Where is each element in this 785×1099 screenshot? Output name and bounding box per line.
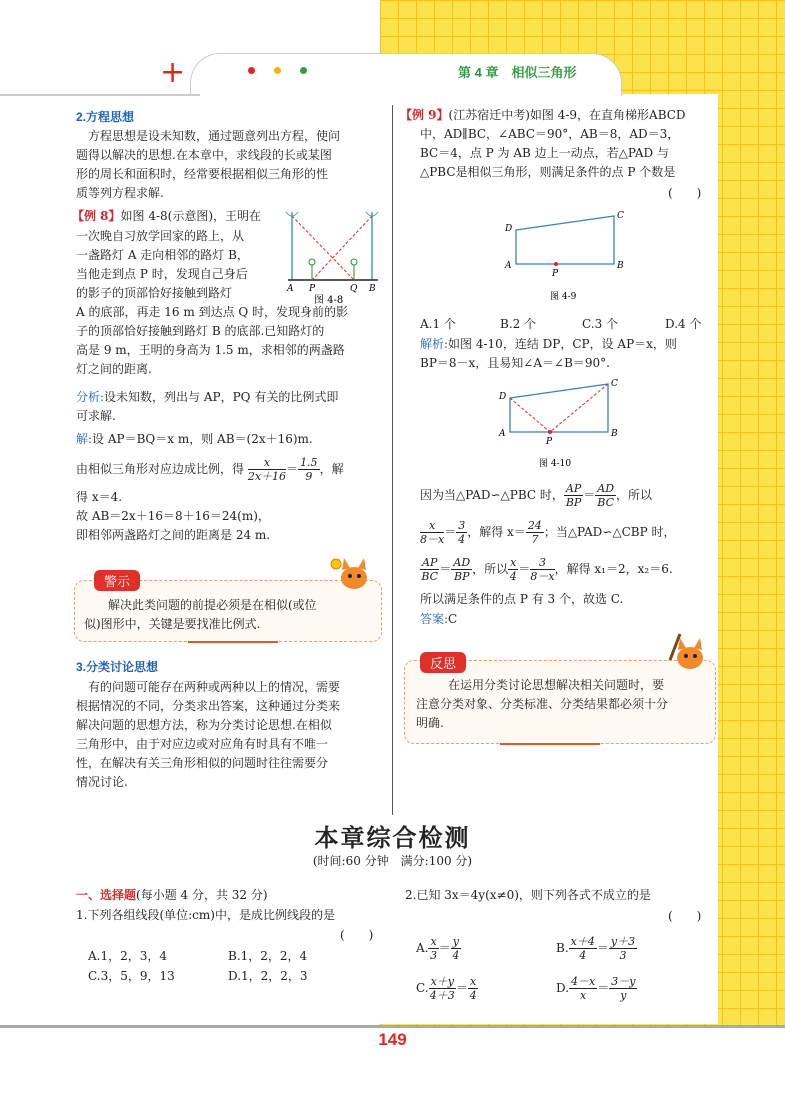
label-B: B [369,284,376,294]
text-line: 由相似三角形对应边成比例，得 [76,462,245,476]
solution-line-1 [76,430,313,449]
text-line: 得 x＝4. [76,490,123,504]
warning-text [84,596,317,634]
text-line: 一盏路灯 A 走向相邻的路灯 B， [76,248,249,262]
fox-mascot-icon [666,630,712,672]
q1-option-c: C.3，5，9，13 [88,969,175,983]
numerator: 1.5 [300,456,318,469]
green-dot-icon [300,67,307,74]
numerator: 3 [530,556,554,570]
figure-caption: 图 4-10 [539,459,572,469]
label-P: P [309,284,316,294]
text-line: 有的问题可能存在两种或两种以上的情况，需要 [88,680,341,694]
solution-rest [76,488,270,545]
example-9-text [420,125,679,182]
example-9-first [400,106,686,125]
text-line: 注意分类对象、分类标准、分类结果都必须十分 [416,697,669,711]
numerator: x＋4 [570,935,595,948]
fraction [298,456,320,483]
text-line: ，解 [319,462,344,476]
part-1-heading [76,886,268,905]
q1-option-a: A.1，2，3，4 [88,949,168,963]
fraction [609,975,637,1002]
denominator: 8－x [420,533,445,546]
text-line: 设未知数，列出与 AP，PQ 有关的比例式即 [104,390,339,404]
numerator: x [248,456,286,470]
text-line: 子的顶部恰好接触到路灯 B 的底部.已知路灯的 [76,324,325,338]
reflection-tag: 反思 [420,652,466,673]
label-A: A [505,261,512,271]
example-8-first [72,207,261,226]
text-line: 质等列方程求解. [76,186,164,200]
label-D: D [499,392,507,402]
text-line: 明确. [416,716,444,730]
label-P: P [546,437,553,447]
column-divider [392,105,393,815]
numerator: AP [422,556,438,569]
figure-4-9 [500,206,630,306]
denominator: BP [565,496,582,509]
option-label: B. [556,941,569,955]
denominator: BP [454,570,470,583]
text-line: ，所以 [616,488,653,502]
warning-underline [188,641,278,643]
label-Q: Q [350,284,358,294]
figure-caption: 图 4-8 [314,295,344,306]
warning-tag: 警示 [94,570,140,591]
text-line: 所以满足条件的点 P 有 3 个，故选 C. [420,592,624,606]
question-1: 1.下列各组线段(单位:cm)中，是成比例线段的是 [76,908,335,922]
section-3-title: 3.分类讨论思想 [76,660,159,674]
denominator: 4 [469,989,477,1002]
option-d: D.4 个 [665,317,702,331]
fraction [451,935,461,962]
yellow-dot-icon [274,67,281,74]
text-line: 的影子的顶部恰好接触到路灯 [76,286,233,300]
fraction [569,975,597,1002]
text-line: ；当△PAD∽△CBP 时， [543,525,676,539]
numerator: 3－y [611,975,636,988]
fraction [428,935,438,962]
fraction [508,556,518,583]
solution-label: 解: [76,432,93,446]
fox-mascot-icon [330,552,376,592]
q2-option-b: B. $\frac{x+4}{4}$ ＝ $\frac{y+3}{3}$ [556,935,636,962]
figure-4-8 [284,206,384,306]
answer-parens: ( ) [340,928,374,942]
solution-line-2 [76,454,344,484]
option-b: B.2 个 [500,317,537,331]
text-line: 高是 9 m，王明的身高为 1.5 m，求相邻的两盏路 [76,343,345,357]
text-line: 即相邻两盏路灯之间的距离是 24 m. [76,528,271,542]
numerator: AP [565,482,582,495]
denominator: x [580,989,587,1002]
text-line: 题得以解决的思想.在本章中，求线段的长或某图 [76,148,332,162]
numerator: x [420,519,444,533]
label-C: C [617,211,624,221]
plus-icon: + [160,55,186,90]
text-line: A 的底部，再走 16 m 到达点 Q 时，发现身前的影 [76,305,349,319]
text-line: 解决问题的思想方法，称为分类讨论思想.在相似 [76,718,332,732]
answer-parens: ( ) [668,909,702,923]
numerator: x [430,935,437,948]
fraction [456,519,467,546]
text-line: 解决此类问题的前提必须是在相似(或位 [108,598,317,612]
test-title: 本章综合检测 [314,825,471,852]
fraction [420,556,439,583]
fraction [526,519,544,546]
label-P: P [552,269,559,279]
numerator: 3 [458,519,466,532]
option-c: C.3 个 [582,317,619,331]
denominator: 4 [458,533,466,546]
denominator: BC [597,496,614,509]
denominator: 7 [531,533,539,546]
denominator: BC [421,570,439,583]
reasoning-line-1: 因为当△PAD∽△PBC 时， $\frac{AP}{BP}$ ＝ $\frac{AD}{BC}$ ，所以 [420,482,653,509]
denominator: 4 [452,949,460,962]
analysis-label: 分析: [76,390,105,404]
text-line: 当他走到点 P 时，发现自己身后 [76,267,248,281]
equals: ＝ [286,462,299,476]
figure-4-10 [494,374,624,472]
denominator: y [620,989,627,1002]
section-3-text [76,678,341,792]
q1-option-b: B.1，2，2，4 [228,949,308,963]
text-line: (江苏宿迁中考)如图 4-9，在直角梯形ABCD [448,108,686,122]
text-line: 可求解. [76,409,116,423]
explain-label: 解析: [420,337,449,351]
numerator: x＋y [430,975,454,988]
text-line: ，所以 [472,562,509,576]
reasoning-line-3: $\frac{AP}{BC}$ ＝ $\frac{AD}{BP}$ ，所以 $\frac{x}{4}$ ＝ $\frac{3}{8-x}$ ，解得 x₁＝2，x₂＝6. [421,556,673,583]
text-line: BC＝4，点 P 为 AB 边上一动点，若△PAD 与 [420,146,669,160]
answer-label: 答案: [420,612,449,626]
text-line: 情况讨论. [76,775,128,789]
text-line: 如图 4-10，连结 DP，CP，设 AP＝x，则 [448,337,677,351]
section-2-text [76,127,341,203]
numerator: AD [453,556,471,569]
analysis-line [76,388,338,407]
section-2-title: 2.方程思想 [76,110,135,124]
text-line: 三角形中，由于对应边或对应角有时具有不唯一 [76,737,329,751]
part-1-label: 一、选择题 [76,888,137,902]
denominator: 3 [619,949,627,962]
label-B: B [617,261,624,271]
text-line: 因为当△PAD∽△PBC 时， [420,488,564,502]
reasoning-line-2: $\frac{x}{8-x}$ ＝ $\frac{3}{4}$ ，解得 x＝ $\frac{24}{7}$ ；当△PAD∽△CBP 时， [420,519,676,546]
header-line [0,94,200,96]
numerator: y＋3 [610,935,636,948]
text-line: 根据情况的不同，分类求出答案，这种通过分类来 [76,699,341,713]
text-line: 似)图形中，关键是要找准比例式. [84,617,261,631]
denominator: 4＋3 [429,989,455,1002]
fraction [468,975,478,1002]
text-line: 在运用分类讨论思想解决相关问题时，要 [448,678,665,692]
fraction [429,975,456,1002]
numerator: x [510,556,517,569]
numerator: x [470,975,477,988]
text-line: ，解得 x＝ [467,525,526,539]
label-A: A [499,429,506,439]
label-C: C [611,379,618,389]
denominator: 4 [579,949,587,962]
fraction [530,556,554,583]
fraction [564,482,583,509]
text-line: 一次晚自习放学回家的路上，从 [76,229,245,243]
fraction [451,556,472,583]
test-subtitle: (时间:60 分钟 满分:100 分) [312,854,473,868]
label-A: A [287,284,294,294]
text-line: 性，在解决有关三角形相似的问题时往往需要分 [76,756,329,770]
page-number: 149 [378,1030,407,1049]
q2-option-a: A. $\frac{x}{3}$ ＝ $\frac{y}{4}$ [416,935,460,962]
option-label: C. [416,981,429,995]
denominator: 3 [430,949,438,962]
text-line: 方程思想是设未知数，通过题意列出方程，使问 [88,129,341,143]
question-2: 2.已知 3x＝4y(x≠0)，则下列各式不成立的是 [405,888,651,902]
text-line: 灯之间的距离. [76,362,152,376]
fraction [569,935,597,962]
explain-line-1 [420,335,677,354]
chapter-title: 第 4 章 相似三角形 [458,65,577,80]
footer-bar [0,1025,785,1028]
answer-parens: ( ) [668,186,702,200]
text-line: ，解得 x₁＝2，x₂＝6. [554,562,673,576]
q2-option-c: C. $\frac{x+y}{4+3}$ ＝ $\frac{x}{4}$ [416,975,477,1002]
answer-line [420,610,457,629]
text-line: 故 AB＝2x＋16＝8＋16＝24(m)， [76,509,270,523]
denominator: 8－x [530,570,555,583]
numerator: 24 [527,519,542,532]
denominator: 9 [305,470,313,483]
text-line: 形的周长和面积时，经常要根据相似三角形的性 [76,167,329,181]
q1-option-d: D.1，2，2，3 [228,969,308,983]
text-line: 如图 4-8(示意图)，王明在 [120,209,262,223]
numerator: AD [597,482,615,495]
fraction [420,519,444,546]
text-line: BP＝8－x，且易知∠A＝∠B＝90°. [420,356,610,370]
q2-option-d: D. $\frac{4-x}{x}$ ＝ $\frac{3-y}{y}$ [556,975,636,1002]
fraction [595,482,616,509]
fraction [609,935,637,962]
text-line: △PBC是相似三角形，则满足条件的点 P 个数是 [420,165,676,179]
text-line: 设 AP＝BQ＝x m，则 AB＝(2x＋16)m. [92,432,313,446]
denominator: 2x＋16 [247,470,287,483]
option-label: A. [416,941,429,955]
answer-value: C [448,612,458,626]
fraction [248,456,286,483]
label-B: B [611,429,618,439]
part-1-note: (每小题 4 分，共 32 分) [136,888,268,902]
denominator: 4 [509,570,517,583]
text-line: 中，AD∥BC，∠ABC＝90°，AB＝8，AD＝3， [420,127,680,141]
reflection-text [416,676,668,733]
option-a: A.1 个 [420,317,456,331]
reflection-underline [500,743,600,745]
label-D: D [505,224,513,234]
numerator: 4－x [571,975,596,988]
numerator: y [452,935,459,948]
option-label: D. [556,981,570,995]
figure-caption: 图 4-9 [550,292,577,302]
red-dot-icon [248,67,255,74]
example-9-tag: 【例 9】 [400,108,449,122]
example-8-tag: 【例 8】 [72,209,121,223]
